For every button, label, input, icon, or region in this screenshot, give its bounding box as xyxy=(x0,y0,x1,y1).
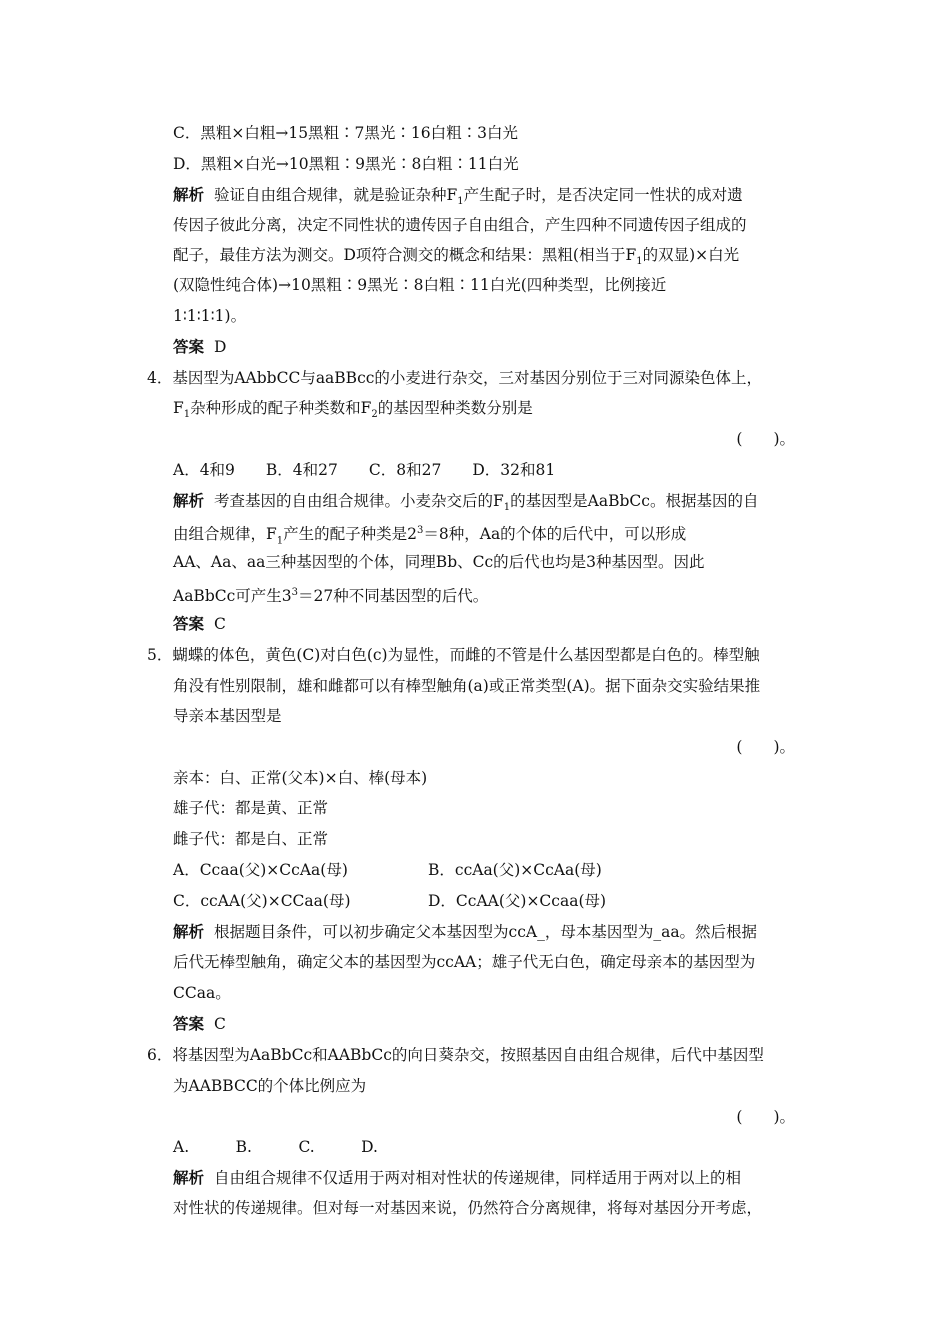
q6-analysis-line-2: 对性状的传递规律。但对每一对基因来说，仍然符合分离规律，将每对基因分开考虑， xyxy=(173,1199,763,1217)
answer-label: 答案 xyxy=(173,1014,205,1033)
q5-option-b: B．ccAa(父)×CcAa(母) xyxy=(428,861,602,879)
q5-cross-parents: 亲本：白、正常(父本)×白、棒(母本) xyxy=(173,769,428,787)
q6-stem-line-1: 6．将基因型为AaBbCc和AABbCc的向日葵杂交，按照基因自由组合规律，后代中基因型 xyxy=(147,1046,764,1064)
q4-analysis-line-4: AaBbCc可产生$3^3=27$种不同基因型的后代。 xyxy=(173,587,489,606)
q5-option-d: D．CcAA(父)×Ccaa(母) xyxy=(428,892,607,910)
q5-stem-line-3: 导亲本基因型是 xyxy=(173,707,282,725)
analysis-label: 解析 xyxy=(173,185,205,204)
q5-option-c: C．ccAA(父)×CCaa(母) xyxy=(173,892,351,910)
q5-answer-bracket: ( )。 xyxy=(736,738,795,756)
q6-analysis-line-1: 解析 自由组合规律不仅适用于两对相对性状的传递规律，同样适用于两对以上的相 xyxy=(173,1168,742,1187)
q6-options: A. B. C. D. xyxy=(173,1138,378,1156)
analysis-label: 解析 xyxy=(173,922,205,941)
answer-label: 答案 xyxy=(173,614,205,633)
q4-options: A．4和9 B．4和27 C．8和27 D．32和81 xyxy=(173,461,556,479)
q5-option-a: A．Ccaa(父)×CcAa(母) xyxy=(173,861,348,879)
q4-analysis-line-1: 解析 考查基因的自由组合规律。小麦杂交后的$F_1$的基因型是AaBbCc。根据基因的自 xyxy=(173,491,759,514)
q3-option-d: D．黑粗×白光→10黑粗∶9黑光∶8白粗∶11白光 xyxy=(173,155,519,173)
q5-analysis-line-3: CCaa。 xyxy=(173,984,231,1002)
q3-analysis-line-5: 1∶1∶1∶1)。 xyxy=(173,307,247,325)
q3-analysis-line-4: (双隐性纯合体)→10黑粗∶9黑光∶8白粗∶11白光(四种类型，比例接近 xyxy=(173,276,667,294)
q4-answer: 答案 C xyxy=(173,614,226,633)
q5-female-offspring: 雌子代：都是白、正常 xyxy=(173,830,329,848)
q6-stem-line-2: 为AABBCC的个体比例应为 xyxy=(173,1077,367,1095)
q5-answer: 答案 C xyxy=(173,1014,226,1033)
q3-answer: 答案 D xyxy=(173,337,227,356)
q5-stem-line-2: 角没有性别限制，雄和雌都可以有棒型触角(a)或正常类型(A)。据下面杂交实验结果推 xyxy=(173,677,761,695)
q6-answer-bracket: ( )。 xyxy=(736,1108,795,1126)
q5-analysis-line-2: 后代无棒型触角，确定父本的基因型为ccAA；雄子代无白色，确定母亲本的基因型为 xyxy=(173,953,756,971)
q5-analysis-line-1: 解析 根据题目条件，可以初步确定父本基因型为ccA_，母本基因型为_aa。然后根据 xyxy=(173,922,758,941)
q4-analysis-line-3: AA、Aa、aa三种基因型的个体，同理Bb、Cc的后代也均是3种基因型。因此 xyxy=(173,553,705,571)
answer-label: 答案 xyxy=(173,337,205,356)
q4-analysis-line-2: 由组合规律，$F_1$产生的配子种类是$2^3=8$种，Aa的个体的后代中，可以形成 xyxy=(173,525,687,547)
q4-answer-bracket: ( )。 xyxy=(736,430,795,448)
q4-stem-line-1: 4．基因型为AAbbCC与aaBBcc的小麦进行杂交，三对基因分别位于三对同源染色体上， xyxy=(147,369,762,387)
q3-analysis-line-3: 配子，最佳方法为测交。D项符合测交的概念和结果：黑粗(相当于$F_1$的双显)×白光 xyxy=(173,246,740,268)
q4-stem-line-2: $F_1$杂种形成的配子种类数和$F_2$的基因型种类数分别是 xyxy=(173,399,533,421)
q5-stem-line-1: 5．蝴蝶的体色，黄色(C)对白色(c)为显性，而雌的不管是什么基因型都是白色的。棒型触 xyxy=(147,646,760,664)
analysis-label: 解析 xyxy=(173,491,205,510)
q3-option-c: C．黑粗×白粗→15黑粗∶7黑光∶16白粗∶3白光 xyxy=(173,124,519,142)
q5-male-offspring: 雄子代：都是黄、正常 xyxy=(173,799,329,817)
q3-analysis-line-1: 解析 验证自由组合规律，就是验证杂种$F_1$产生配子时，是否决定同一性状的成对遗 xyxy=(173,185,743,208)
q3-analysis-line-2: 传因子彼此分离，决定不同性状的遗传因子自由组合，产生四种不同遗传因子组成的 xyxy=(173,216,747,234)
analysis-label: 解析 xyxy=(173,1168,205,1187)
